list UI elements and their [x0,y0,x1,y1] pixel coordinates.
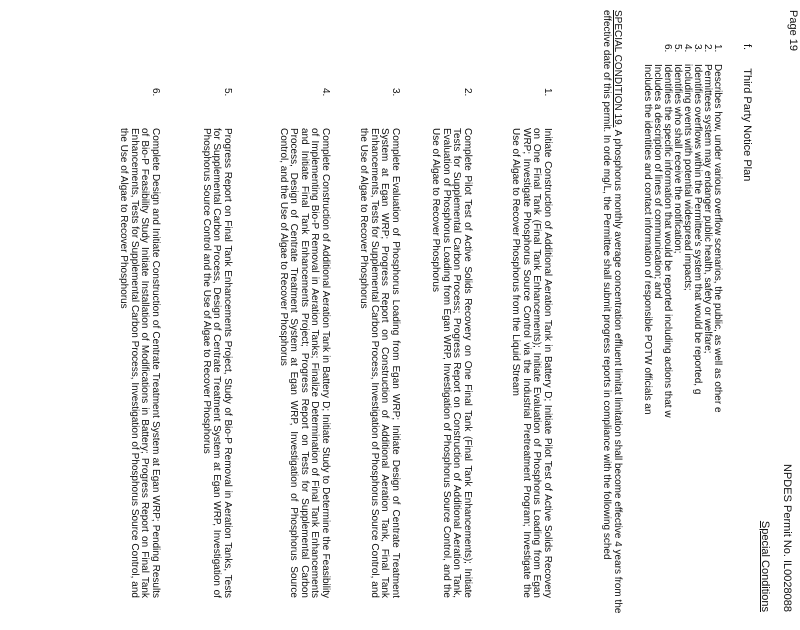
plan-item-number: 1. [712,44,723,53]
milestone-text: Progress Report on Final Tank Enhancements Project, Study of Bio-P Removal in Aeration Tanks, Tests for Supplemental Carbon Process, Design of Centrate Treatment System at Egan WRP, Investigation of Phosphorus Source Control and the Use of Algae to Recover Phosphorus [200,128,233,598]
plan-item-text: Permittees system may endanger public health, safety or welfare; [702,64,713,354]
section-title: Special Conditions [759,520,771,612]
page-header [754,464,798,612]
milestone-number: 1. [542,88,553,97]
plan-item-number: 3. [692,44,703,53]
plan-heading-label: Third Party Notice Plan [741,68,753,182]
plan-item-text: Describes how, under various overflow scenarios, the public, as well as other e [712,64,723,413]
milestone-text: Complete Design and Initiate Construction of Centrate Treatment System at Egan WRP; Pending Results of Bio-P Feasibility Study Initiate Installation of Modifications in Battery; Progress Report on Final Tank Enhancements, Tests for Supplemental Carbon Process, Investigation of Phosphorus Source Control, and the Use of Algae to Recover Phosphorus [118,128,161,598]
milestone-text: Complete Construction of Additional Aeration Tank in Battery D; Initiate Study to Determine the Feasibility of Implementing Bio-P Removal in Aeration Tanks; Finalize Determination of Final Tank Enhancements and Initiate Final Tank Enhancements Project; Progress Report on Tests for Supplemental Carbon Process, Design of Centrate Treatment System at Egan WRP, Investigation of Phosphorus Source Control, and the Use of Algae to Recover Phosphorus [277,128,331,598]
plan-item-number: 6. [662,44,673,53]
plan-item-text: including events with potential widespread impacts; [682,64,693,291]
plan-item-text: Identifies overflows within the Permittee's system that would be reported, g [692,64,703,395]
plan-item-text: Identifies the specific information that would be reported including actions that w [662,64,673,418]
plan-item-text: Includes the identities and contact information of responsible POTW officials an [642,64,653,415]
special-condition-text: A phosphorus monthly average concentration effluent limitat limitation shall become effective 4 years from the effective date of this permit. In orde mg/L, the Permittee shall submit progress reports in compliance with the following sched [601,10,623,614]
plan-item-number: 4. [682,44,693,53]
milestone-text: Complete Evaluation of Phosphorus Loading from Egan WRP; Initiate Design of Centrate Treatment System at Egan WRP; Progress Report on Construction of Additional Aeration Tank, Final Tank Enhancements, Tests for Supplemental Carbon Process, Investigation of Phosphorus Source Control, and the Use of Algae to Recover Phosphorus [358,128,401,598]
plan-heading [742,44,752,181]
plan-item-text: Includes a description of lines of communication; and [652,64,663,299]
milestone-number: 4. [320,88,331,97]
plan-item-number: 5. [672,44,683,53]
milestone-number: 6. [150,88,161,97]
milestone-number: 3. [390,88,401,97]
plan-item-number: 2. [702,44,713,53]
special-condition-paragraph [601,10,622,630]
plan-heading-letter: f. [741,44,753,51]
plan-item-text: Identifies who shall receive the notification; [672,64,683,254]
milestone-number: 5. [222,88,233,97]
milestone-text: Initiate Construction of Additional Aeration Tank in Battery D; Initiate Pilot Test of Active Solids Recovery on One Final Tank (Final Tank Enhancements); Initiate Evaluation of Phosphorus Loading from Egan WRP; Investigate Phosphorus Source Control via the Industrial Pretreatment Program; Investigate the Use of Algae to Recover Phosphorus from the Liquid Stream [510,128,553,598]
page-number: Page 19 [787,10,799,51]
milestone-text: Complete Pilot Test of Active Solids Recovery on One Final Tank (Final Tank Enhancements); Initiate Tests for Supplemental Carbon Process; Progress Report on Construction of Additional Aeration Tank, Evaluation of Phosphorus Loading from Egan WRP, Investigation of Phosphorus Source Control, and the Use of Algae to Recover Phosphorus [430,128,473,598]
special-condition-label: SPECIAL CONDITION 19. [612,10,623,128]
permit-number: NPDES Permit No. IL0028088 [781,464,793,612]
milestone-number: 2. [462,88,473,97]
